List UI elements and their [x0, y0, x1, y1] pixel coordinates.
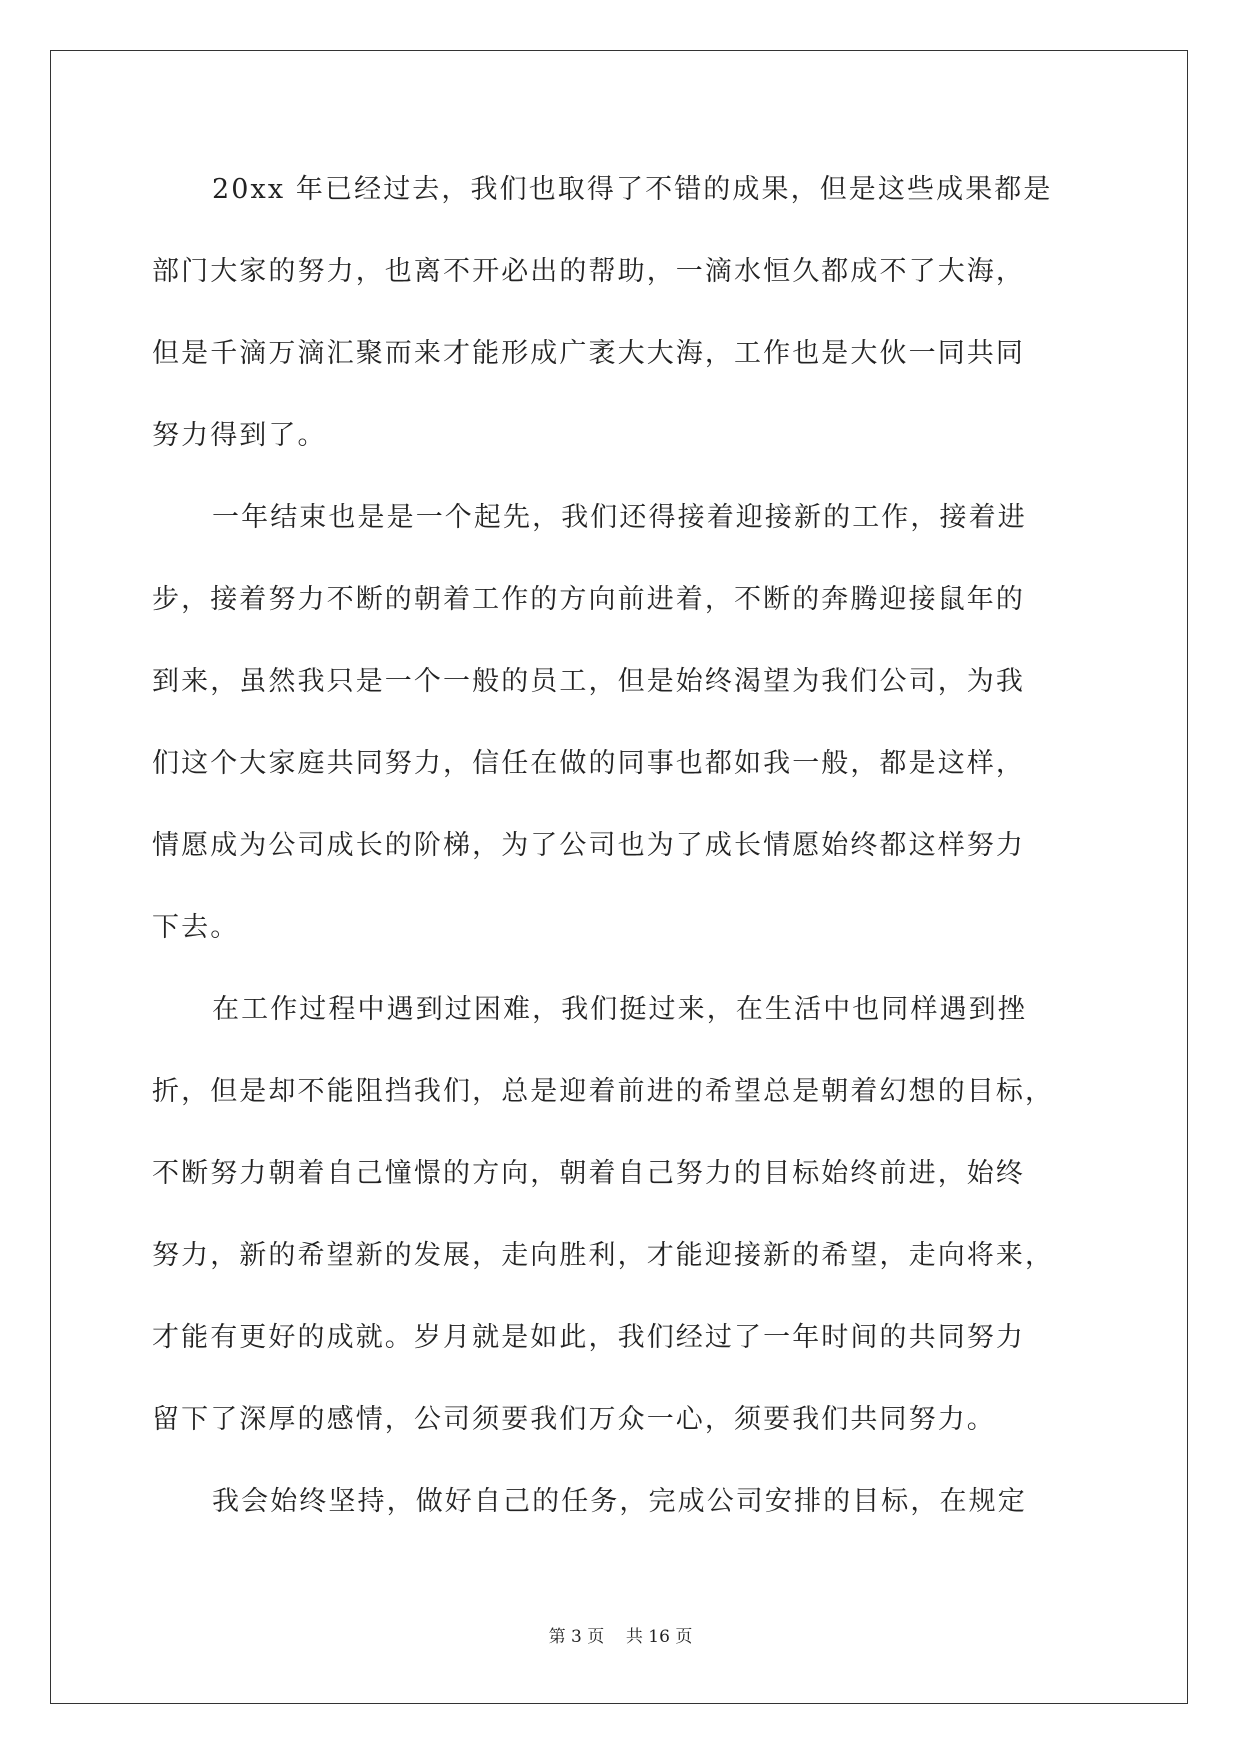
paragraph-line: 不断努力朝着自己憧憬的方向，朝着自己努力的目标始终前进，始终 [152, 1158, 1025, 1189]
paragraph-line: 折，但是却不能阻挡我们，总是迎着前进的希望总是朝着幻想的目标， [152, 1076, 1055, 1107]
paragraph-line: 留下了深厚的感情，公司须要我们万众一心，须要我们共同努力。 [152, 1404, 996, 1435]
paragraph-line: 步，接着努力不断的朝着工作的方向前进着，不断的奔腾迎接鼠年的 [152, 584, 1025, 615]
page-border [50, 50, 1188, 1704]
paragraph-line: 下去。 [152, 912, 240, 943]
paragraph-line: 一年结束也是是一个起先，我们还得接着迎接新的工作，接着进 [212, 502, 1027, 533]
paragraph-line: 才能有更好的成就。岁月就是如此，我们经过了一年时间的共同努力 [152, 1322, 1025, 1353]
page-number-footer: 第 3 页 共 16 页 [548, 1627, 693, 1647]
paragraph-line: 们这个大家庭共同努力，信任在做的同事也都如我一般，都是这样， [152, 748, 1025, 779]
paragraph-line: 在工作过程中遇到过困难，我们挺过来，在生活中也同样遇到挫 [212, 994, 1027, 1025]
paragraph-line: 努力得到了。 [152, 420, 327, 451]
paragraph-line: 情愿成为公司成长的阶梯，为了公司也为了成长情愿始终都这样努力 [152, 830, 1025, 861]
paragraph-line: 努力，新的希望新的发展，走向胜利，才能迎接新的希望，走向将来， [152, 1240, 1055, 1271]
paragraph-line: 部门大家的努力，也离不开必出的帮助，一滴水恒久都成不了大海， [152, 256, 1025, 287]
paragraph-line: 20xx 年已经过去，我们也取得了不错的成果，但是这些成果都是 [212, 174, 1053, 205]
paragraph-line: 但是千滴万滴汇聚而来才能形成广袤大大海，工作也是大伙一同共同 [152, 338, 1025, 369]
paragraph-line: 到来，虽然我只是一个一般的员工，但是始终渴望为我们公司，为我 [152, 666, 1025, 697]
paragraph-line: 我会始终坚持，做好自己的任务，完成公司安排的目标，在规定 [212, 1486, 1027, 1517]
